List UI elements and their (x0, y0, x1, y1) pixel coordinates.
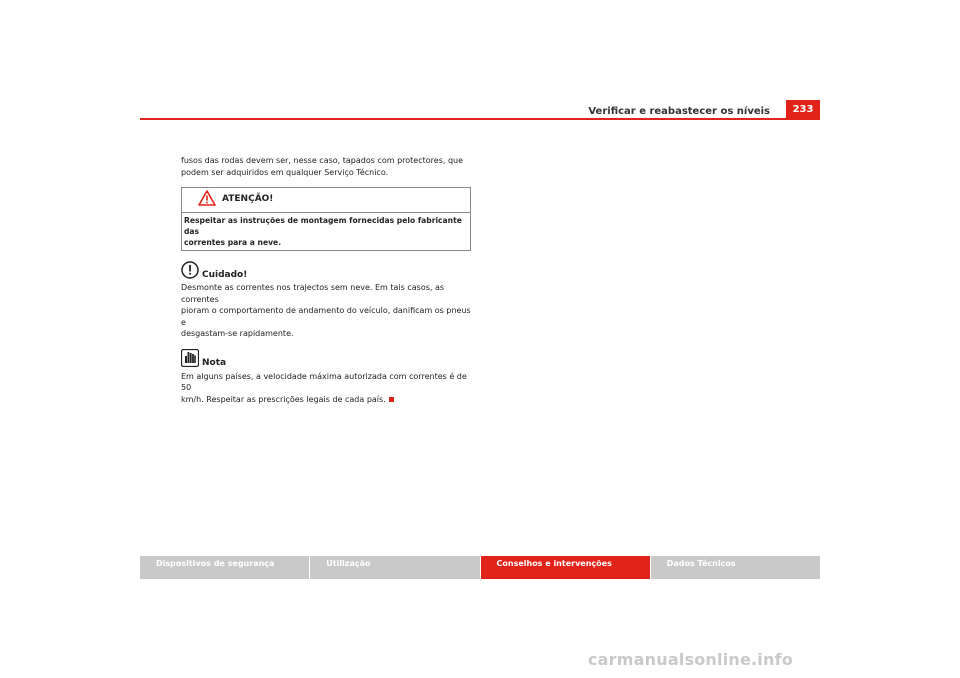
intro-text (181, 155, 471, 178)
note-title: Nota (202, 358, 227, 368)
caution-header (181, 262, 471, 282)
intro-line-1: fusos das rodas devem ser, nesse caso, tapados com protectores, que (181, 156, 464, 165)
caution-title: Cuidado! (202, 269, 248, 280)
warning-triangle-icon (198, 190, 216, 210)
warning-line-1: Respeitar as instruções de montagem fornecidas pelo fabricante das (184, 216, 462, 236)
content-column (181, 155, 471, 405)
caution-line-1: Desmonte as correntes nos trajectos sem neve. Em tais casos, as correntes (181, 283, 445, 304)
caution-text (181, 282, 471, 340)
tab-dispositivos-seguranca[interactable]: Dispositivos de segurança (140, 556, 309, 579)
warning-header (182, 188, 470, 213)
warning-line-2: correntes para a neve. (184, 238, 282, 247)
caution-section (181, 262, 471, 340)
caution-exclamation-icon (181, 261, 199, 283)
note-section (181, 351, 471, 406)
warning-text (182, 213, 470, 250)
tab-conselhos-intervencoes[interactable]: Conselhos e intervenções (481, 556, 650, 579)
intro-line-2: podem ser adquiridos em qualquer Serviço Técnico. (181, 167, 389, 177)
tab-utilizacao[interactable]: Utilização (310, 556, 479, 579)
note-text (181, 371, 471, 406)
tab-dados-tecnicos[interactable]: Dados Técnicos (651, 556, 820, 579)
note-header (181, 351, 471, 371)
warning-box (181, 187, 471, 251)
note-line-1: Em alguns países, a velocidade máxima autorizada com correntes é de 50 (181, 371, 467, 392)
header-rule (140, 118, 820, 120)
warning-title: ATENÇÃO! (222, 194, 274, 205)
watermark: carmanualsonline.info (588, 650, 793, 669)
caution-line-2: pioram o comportamento de andamento do veículo, danificam os pneus e (181, 306, 471, 327)
chapter-tabs (140, 556, 820, 579)
page-title: Verificar e reabastecer os níveis (588, 106, 770, 117)
note-line-2: km/h. Respeitar as prescrições legais de cada país. (181, 394, 386, 404)
info-hand-icon (181, 349, 199, 371)
caution-line-3: desgastam-se rapidamente. (181, 329, 294, 338)
section-end-marker (389, 397, 394, 402)
page-number: 233 (786, 100, 820, 119)
